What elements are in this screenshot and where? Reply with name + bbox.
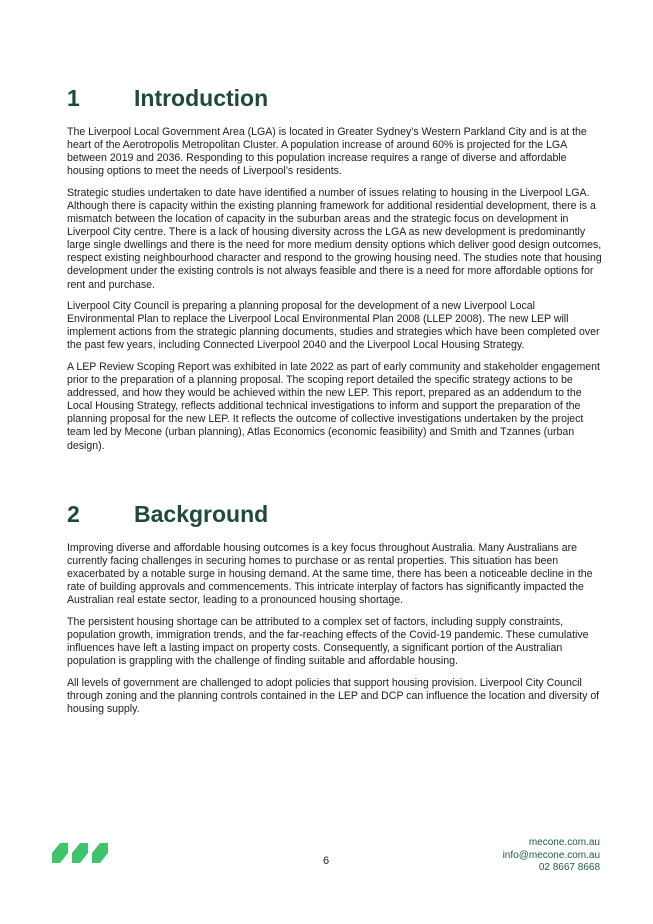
section-number: 1 bbox=[67, 85, 80, 111]
mecone-logo-icon bbox=[52, 839, 110, 867]
website-link[interactable]: mecone.com.au bbox=[528, 837, 600, 848]
phone-number: 02 8667 8668 bbox=[538, 862, 600, 873]
logo-stripe bbox=[92, 843, 108, 863]
email-link[interactable]: info@mecone.com.au bbox=[502, 849, 600, 861]
paragraph: The Liverpool Local Government Area (LGA) is located in Greater Sydney’s Western Parkland City and is at the heart of the Aerotropolis Metropolitan Cluster. A population increase of around 60% is projected for the LGA between 2019 and 2036. Responding to this population increase requires a range of diverse and affordable housing options to meet the needs of Liverpool’s residents. bbox=[67, 126, 587, 178]
section-background bbox=[67, 500, 605, 725]
section-heading bbox=[67, 500, 605, 528]
section-number: 2 bbox=[67, 501, 80, 527]
section-title: Background bbox=[134, 501, 269, 527]
contact-block bbox=[503, 837, 600, 875]
paragraph: The persistent housing shortage can be attributed to a complex set of factors, including supply constraints, population growth, immigration trends, and the far-reaching effects of the Covid-19 pandemic. These cumulative influences have left a lasting impact on property costs. Consequently, a significant portion of the Australian population is grappling with the challenge of finding suitable and affordable housing. bbox=[67, 615, 589, 668]
paragraph: All levels of government are challenged to adopt policies that support housing provision. Liverpool City Council through zoning and the planning controls contained in the LEP and DCP can influence the location and diversity of housing supply. bbox=[67, 676, 600, 716]
logo-stripe bbox=[72, 843, 88, 863]
paragraph: Strategic studies undertaken to date have identified a number of issues relating to housing in the Liverpool LGA. Although there is capacity within the existing planning framework for additional residential development, there is a mismatch between the location of capacity in the suburban areas and the strategic focus on development in Liverpool City centre. There is a lack of housing diversity across the LGA as new development is predominantly large single dwellings and there is the need for more medium density options which deliver good design outcomes, respect existing neighbourhood character and respond to the growing housing need. The studies note that housing development under the existing controls is not always feasible and there is a need for more affordable options for rent and purchase. bbox=[67, 186, 602, 291]
section-introduction bbox=[67, 84, 605, 461]
logo-stripe bbox=[52, 843, 68, 863]
paragraph: A LEP Review Scoping Report was exhibited in late 2022 as part of early community and stakeholder engagement prior to the preparation of a planning proposal. The scoping report detailed the specific strategy actions to be addressed, and how they would be achieved within the new LEP. This report, prepared as an addendum to the Local Housing Strategy, reflects additional technical investigations to inform and support the preparation of the planning proposal for the new LEP. It reflects the outcome of collective investigations undertaken by the project team led by Mecone (urban planning), Atlas Economics (economic feasibility) and Smith and Tzannes (urban design). bbox=[67, 361, 600, 452]
section-heading bbox=[67, 84, 605, 112]
paragraph: Liverpool City Council is preparing a planning proposal for the development of a new Liverpool Local Environmental Plan to replace the Liverpool Local Environmental Plan 2008 (LLEP 2008). The new LEP will implement actions from the strategic planning documents, studies and strategies which have been completed over the past few years, including Connected Liverpool 2040 and the Liverpool Local Housing Strategy. bbox=[67, 300, 600, 352]
paragraph: Improving diverse and affordable housing outcomes is a key focus throughout Australia. Many Australians are currently facing challenges in securing homes to purchase or as rental properties. This situation has been exacerbated by a notable surge in housing demand. At the same time, there has been a noticeable decline in the rate of building approvals and commencements. This intricate interplay of factors has significantly impacted the Australian real estate sector, leading to a pronounced housing shortage. bbox=[67, 542, 593, 607]
page-number: 6 bbox=[322, 855, 330, 867]
section-title: Introduction bbox=[134, 85, 269, 111]
